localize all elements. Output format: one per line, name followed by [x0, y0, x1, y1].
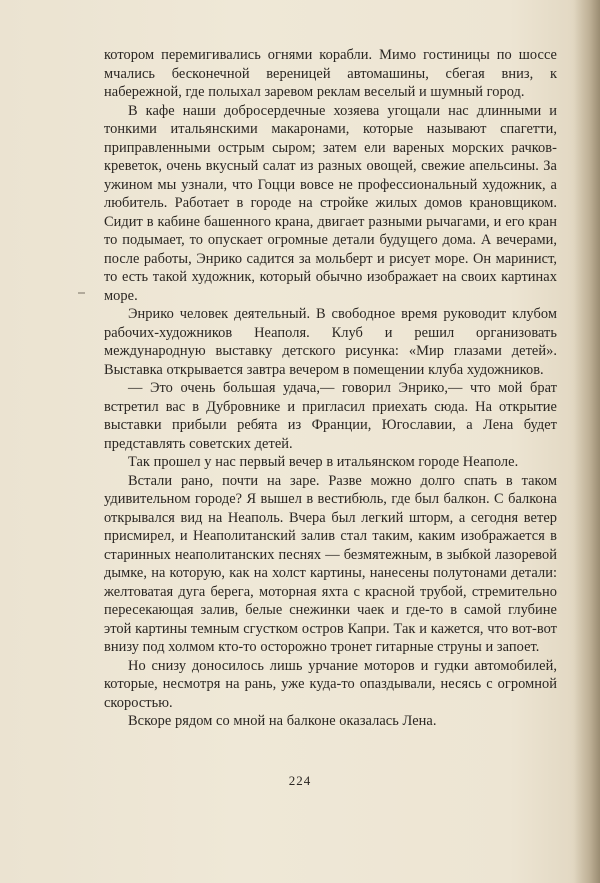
paragraph-lena-arrives: Вскоре рядом со мной на балконе оказалась Лена. [128, 713, 437, 729]
paragraph-cafe-dinner: В кафе наши добросердечные хозяева угощали нас длинными и тонкими итальянскими макаронами, которые называют спагетти, приправленными острым сыром; затем ели вареных морских рачков-креветок, очень вкусный салат из разных овощей, свежие апельсины. За ужином мы узнали, что Гоцци вовсе не профессиональный художник, а любитель. Работает в городе на стройке жилых домов крановщиком. Сидит в кабине башенного крана, двигает разными рычагами, и его кран то подымает, то опускает огромные детали будущего дома. А вечерами, после работы, Энрико садится за мольберт и рисует море. Он маринист, то есть такой художник, который обычно изображает на своих картинах море. [104, 102, 557, 304]
paragraph-morning-balcony: Встали рано, почти на заре. Разве можно долго спать в таком удивительном городе? Я вышел в вестибюль, где был балкон. С балкона открывался вид на Неаполь. Вчера был легкий шторм, а сегодня ветер присмирел, и Неаполитанский залив стал таким, каким изображается в старинных неаполитанских песнях — безмятежным, в зыбкой лазоревой дымке, на которую, как на холст картины, нанесены полутонами детали: желтоватая дуга берега, моторная яхта с красной трубой, стремительно пересекающая залив, белые снежинки чаек и где-то в самой глубине этой картины темным сгустком остров Капри. Так и кажется, что вот-вот внизу под холмом кто-то осторожно тронет гитарные струны и запоет. [104, 472, 557, 655]
pencil-mark [78, 292, 85, 294]
body-text [104, 46, 557, 731]
binding-shadow [574, 0, 600, 883]
paragraph-car-noise: Но снизу доносилось лишь урчание моторов и гудки автомобилей, которые, несмотря на рань, уже куда-то опаздывали, несясь с огромной скоростью. [104, 657, 557, 711]
page-number: 224 [288, 773, 312, 788]
paragraph-continuation: котором перемигивались огнями корабли. Мимо гостиницы по шоссе мчались бесконечной вереницей автомашины, сбегая вниз, к набережной, где полыхал заревом реклам веселый и шумный город. [104, 47, 557, 100]
paragraph-enrico-club: Энрико человек деятельный. В свободное время руководит клубом рабочих-художников Неаполя. Клуб и решил организовать международную выставку детского рисунка: «Мир глазами детей». Выставка открывается завтра вечером в помещении клуба художников. [104, 306, 557, 378]
paragraph-first-evening: Так прошел у нас первый вечер в итальянском городе Неаполе. [128, 454, 519, 470]
paragraph-enrico-speech: — Это очень большая удача,— говорил Энрико,— что мой брат встретил вас в Дубровнике и пригласил приехать сюда. На открытие выставки прибыли ребята из Франции, Югославии, а Лена будет представлять советских детей. [104, 380, 557, 452]
